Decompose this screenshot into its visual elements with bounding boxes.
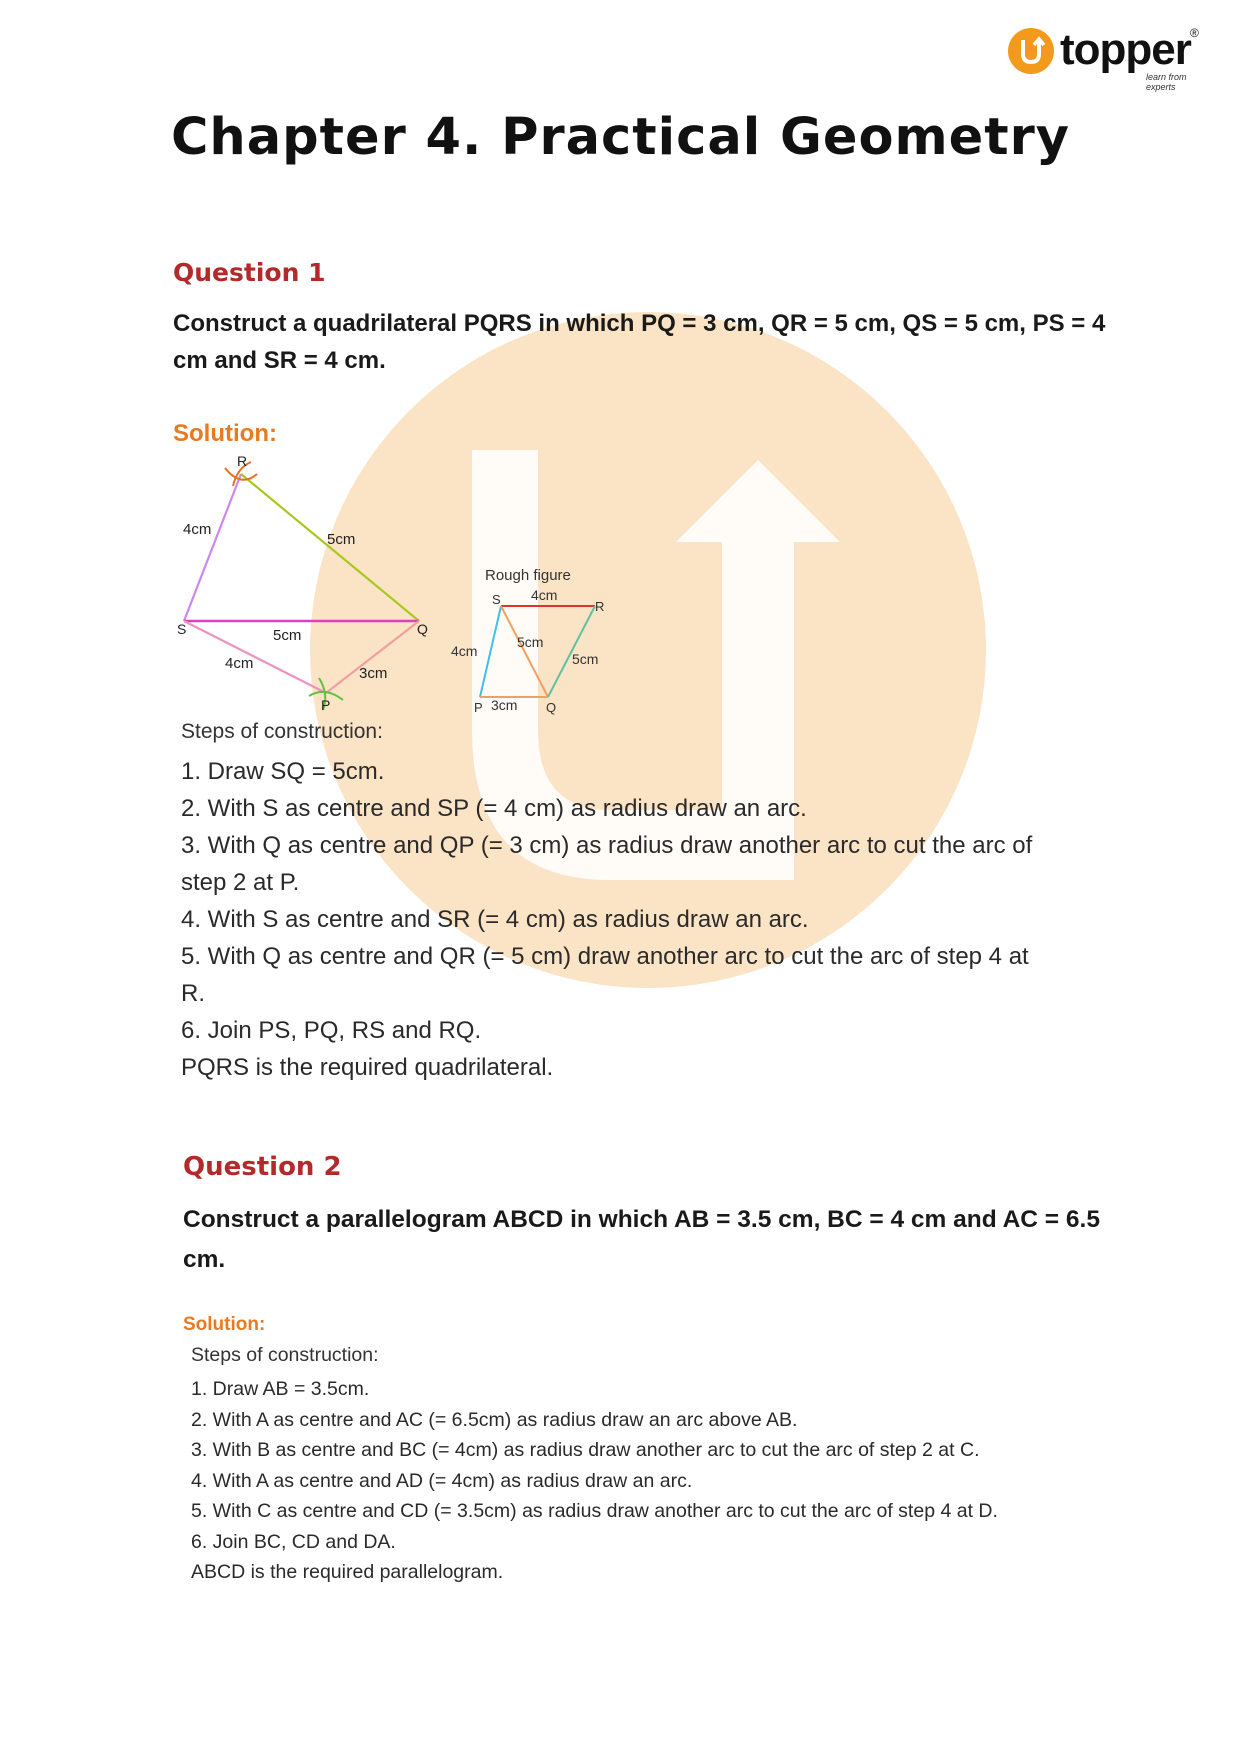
question-1-text-line1: Construct a quadrilateral PQRS in which PQ = 3 cm, QR = 5 cm, QS = 5 cm, PS = 4 bbox=[173, 310, 1106, 337]
label-vertex-p: P bbox=[321, 697, 331, 713]
step-line: PQRS is the required quadrilateral. bbox=[181, 1054, 554, 1081]
rough-label-r: R bbox=[595, 599, 605, 614]
step-line: 5. With C as centre and CD (= 3.5cm) as radius draw another arc to cut the arc of step 4 at D. bbox=[191, 1500, 998, 1522]
rough-label-sq-length: 5cm bbox=[517, 634, 544, 650]
step-line: 4. With S as centre and SR (= 4 cm) as radius draw an arc. bbox=[181, 906, 809, 933]
step-line: R. bbox=[181, 980, 205, 1007]
step-line: 1. Draw SQ = 5cm. bbox=[181, 758, 385, 785]
label-rs-length: 4cm bbox=[183, 521, 212, 538]
question-2-heading: Question 2 bbox=[183, 1152, 342, 1182]
rough-segment-sp bbox=[480, 606, 501, 697]
step-line: 5. With Q as centre and QR (= 5 cm) draw another arc to cut the arc of step 4 at bbox=[181, 943, 1029, 970]
question-2-text-line1: Construct a parallelogram ABCD in which AB = 3.5 cm, BC = 4 cm and AC = 6.5 bbox=[183, 1206, 1100, 1233]
label-sq-length: 5cm bbox=[273, 627, 302, 644]
step-line: 4. With A as centre and AD (= 4cm) as radius draw an arc. bbox=[191, 1469, 693, 1492]
logo-u-icon bbox=[1008, 28, 1054, 74]
rough-figure-title: Rough figure bbox=[485, 567, 571, 584]
question-2-steps-heading: Steps of construction: bbox=[191, 1344, 379, 1366]
rough-segment-sq bbox=[501, 606, 548, 697]
rough-label-q: Q bbox=[546, 700, 557, 715]
step-line: 3. With B as centre and BC (= 4cm) as radius draw another arc to cut the arc of step 2 at C. bbox=[191, 1439, 980, 1461]
question-2-solution-label: Solution: bbox=[183, 1314, 266, 1335]
question-1-solution-label: Solution: bbox=[173, 420, 277, 447]
rough-label-rq-length: 5cm bbox=[572, 651, 599, 667]
brand-logo bbox=[1008, 24, 1208, 92]
rough-label-p: P bbox=[474, 700, 483, 715]
registered-mark: ® bbox=[1190, 26, 1199, 40]
segment-rs bbox=[184, 474, 241, 621]
rough-label-pq-length: 3cm bbox=[491, 697, 518, 713]
step-line: 6. Join PS, PQ, RS and RQ. bbox=[181, 1017, 482, 1044]
step-line: 6. Join BC, CD and DA. bbox=[191, 1530, 396, 1553]
question-2-steps-list bbox=[191, 1374, 1091, 1588]
step-line: 1. Draw AB = 3.5cm. bbox=[191, 1378, 370, 1400]
rough-label-s: S bbox=[492, 592, 501, 607]
question-2-text-line2: cm. bbox=[183, 1246, 226, 1273]
logo-tagline: learn from experts bbox=[1146, 72, 1187, 92]
label-vertex-s: S bbox=[177, 621, 187, 637]
quadrilateral-construction-figure bbox=[173, 448, 443, 718]
label-vertex-r: R bbox=[237, 453, 248, 469]
label-rq-length: 5cm bbox=[327, 531, 356, 548]
step-line: 3. With Q as centre and QP (= 3 cm) as radius draw another arc to cut the arc of bbox=[181, 832, 1033, 859]
label-pq-length: 3cm bbox=[359, 665, 388, 682]
rough-figure bbox=[445, 560, 625, 720]
step-line: step 2 at P. bbox=[181, 869, 300, 896]
step-line: 2. With S as centre and SP (= 4 cm) as radius draw an arc. bbox=[181, 795, 807, 822]
question-1-text-line2: cm and SR = 4 cm. bbox=[173, 347, 386, 374]
step-line: ABCD is the required parallelogram. bbox=[191, 1561, 504, 1583]
rough-label-sp-length: 4cm bbox=[451, 643, 478, 659]
step-line: 2. With A as centre and AC (= 6.5cm) as radius draw an arc above AB. bbox=[191, 1408, 798, 1431]
logo-wordmark: topper bbox=[1060, 25, 1191, 74]
label-vertex-q: Q bbox=[417, 621, 428, 637]
rough-label-sr-length: 4cm bbox=[531, 587, 558, 603]
question-1-heading: Question 1 bbox=[173, 258, 326, 287]
page-title: Chapter 4. Practical Geometry bbox=[170, 108, 1071, 167]
label-sp-length: 4cm bbox=[225, 655, 254, 672]
question-1-steps-list bbox=[181, 753, 1081, 1086]
segment-sp bbox=[184, 621, 326, 693]
segment-pq bbox=[326, 621, 419, 693]
question-1-steps-heading: Steps of construction: bbox=[181, 720, 383, 743]
